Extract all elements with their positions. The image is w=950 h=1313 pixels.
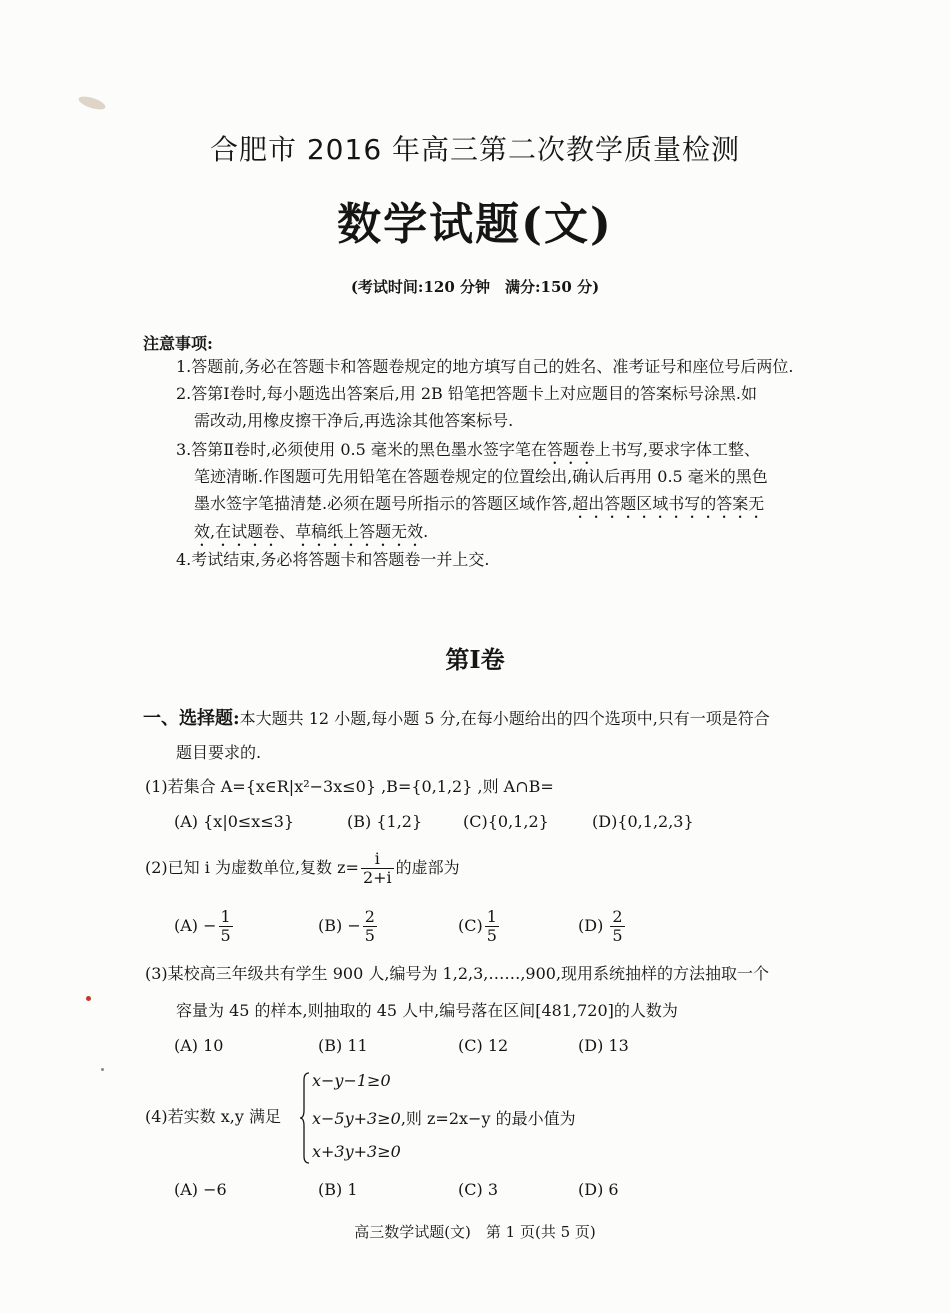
q1-option-c: (C){0,1,2} [463, 812, 549, 831]
q4-option-d: (D) 6 [578, 1180, 619, 1199]
option-label: (B) − [318, 916, 361, 935]
q3-option-a: (A) 10 [174, 1036, 224, 1055]
fraction-numerator: 1 [220, 907, 231, 926]
emphasis-text: 答题卷 [546, 440, 595, 459]
q4-option-a: (A) −6 [174, 1180, 227, 1199]
note-item-2-line-2: 需改动,用橡皮擦干净后,再选涂其他答案标号. [194, 411, 514, 430]
part1-intro-text: 本大题共 12 小题,每小题 5 分,在每小题给出的四个选项中,只有一项是符合 [239, 709, 770, 728]
fraction-numerator: i [361, 850, 394, 869]
note-text: 3.答第Ⅱ卷时,必须使用 0.5 毫米的黑色墨水签字笔在 [176, 440, 547, 459]
part1-label: 一、选择题: [143, 708, 240, 729]
page-footer: 高三数学试题(文) 第 1 页(共 5 页) [354, 1223, 596, 1241]
note-text: . [423, 522, 429, 541]
q1-option-b: (B) {1,2} [347, 812, 423, 831]
q2-option-d [578, 908, 627, 945]
option-fraction [610, 908, 624, 945]
exam-info: (考试时间:120 分钟 满分:150 分) [350, 278, 600, 296]
fraction-denominator: 5 [486, 926, 497, 945]
scan-speck [101, 1068, 104, 1071]
fraction-denominator: 5 [364, 926, 375, 945]
q3-option-d: (D) 13 [578, 1036, 629, 1055]
q4-option-b: (B) 1 [318, 1180, 358, 1199]
q1-option-a: (A) {x|0≤x≤3} [174, 812, 295, 831]
note-item-2-line-1: 2.答第Ⅰ卷时,每小题选出答案后,用 2B 铅笔把答题卡上对应题目的答案标号涂黑.如 [176, 384, 757, 403]
q2-fraction [361, 850, 394, 887]
q2-stem-text: 的虚部为 [395, 858, 460, 877]
fraction-numerator: 2 [364, 907, 375, 926]
option-fraction [485, 908, 499, 945]
note-item-3-line-3 [194, 494, 764, 522]
q4-option-c: (C) 3 [458, 1180, 498, 1199]
fraction-numerator: 2 [612, 907, 623, 926]
part1-intro [143, 708, 770, 730]
emphasis-text: 超出答题区域书写的答案无 [572, 494, 765, 513]
question-2-stem [145, 850, 460, 887]
q1-option-d: (D){0,1,2,3} [592, 812, 694, 831]
q2-option-b [318, 908, 379, 945]
q4-stem-after: ,则 z=2x−y 的最小值为 [400, 1109, 576, 1128]
note-item-4: 4.考试结束,务必将答题卡和答题卷一并上交. [176, 550, 490, 569]
q2-stem-text: (2)已知 i 为虚数单位,复数 z= [145, 858, 359, 877]
inequality-text: x−5y+3≥0 [312, 1109, 401, 1128]
question-4-stem-before: (4)若实数 x,y 满足 [145, 1107, 281, 1126]
inequality-1: x−y−1≥0 [312, 1071, 391, 1090]
note-item-3-line-2: 笔迹清晰.作图题可先用铅笔在答题卷规定的位置绘出,确认后再用 0.5 毫米的黑色 [194, 467, 768, 486]
q2-option-a [174, 908, 235, 945]
option-fraction [363, 908, 377, 945]
fraction-numerator: 1 [486, 907, 497, 926]
note-text: 上书写,要求字体工整、 [594, 440, 760, 459]
q3-option-c: (C) 12 [458, 1036, 509, 1055]
option-label: (D) [578, 916, 609, 935]
notes-heading: 注意事项: [143, 334, 213, 353]
system-brace [300, 1072, 310, 1164]
part1-intro-line-2: 题目要求的. [176, 743, 262, 762]
option-label: (A) − [174, 916, 217, 935]
q3-option-b: (B) 11 [318, 1036, 368, 1055]
fraction-denominator: 5 [220, 926, 231, 945]
section-title: 第Ⅰ卷 [445, 645, 505, 674]
note-item-3-line-4 [194, 522, 428, 550]
emphasis-text: 效,在试题卷、草稿纸上答题无效 [194, 522, 424, 541]
note-text: 墨水签字笔描清楚.必须在题号所指示的答题区域作答, [194, 494, 573, 513]
inequality-3: x+3y+3≥0 [312, 1142, 401, 1161]
inequality-2 [312, 1106, 576, 1129]
exam-subtitle: 数学试题(文) [337, 199, 613, 250]
note-item-3-line-1 [176, 440, 760, 468]
q2-option-c [458, 908, 501, 945]
scan-speck [86, 996, 91, 1001]
note-item-1: 1.答题前,务必在答题卡和答题卷规定的地方填写自己的姓名、准考证号和座位号后两位. [176, 357, 794, 376]
option-fraction [219, 908, 233, 945]
question-3-line-1: (3)某校高三年级共有学生 900 人,编号为 1,2,3,……,900,现用系统抽样的方法抽取一个 [145, 964, 770, 983]
option-label: (C) [458, 916, 483, 935]
fraction-denominator: 2+i [362, 868, 392, 887]
question-1-stem: (1)若集合 A={x∈R|x²−3x≤0} ,B={0,1,2} ,则 A∩B= [145, 777, 554, 796]
exam-title: 合肥市 2016 年高三第二次教学质量检测 [209, 133, 741, 166]
question-3-line-2: 容量为 45 的样本,则抽取的 45 人中,编号落在区间[481,720]的人数为 [176, 1001, 678, 1020]
scan-speck [77, 94, 107, 112]
fraction-denominator: 5 [612, 926, 623, 945]
